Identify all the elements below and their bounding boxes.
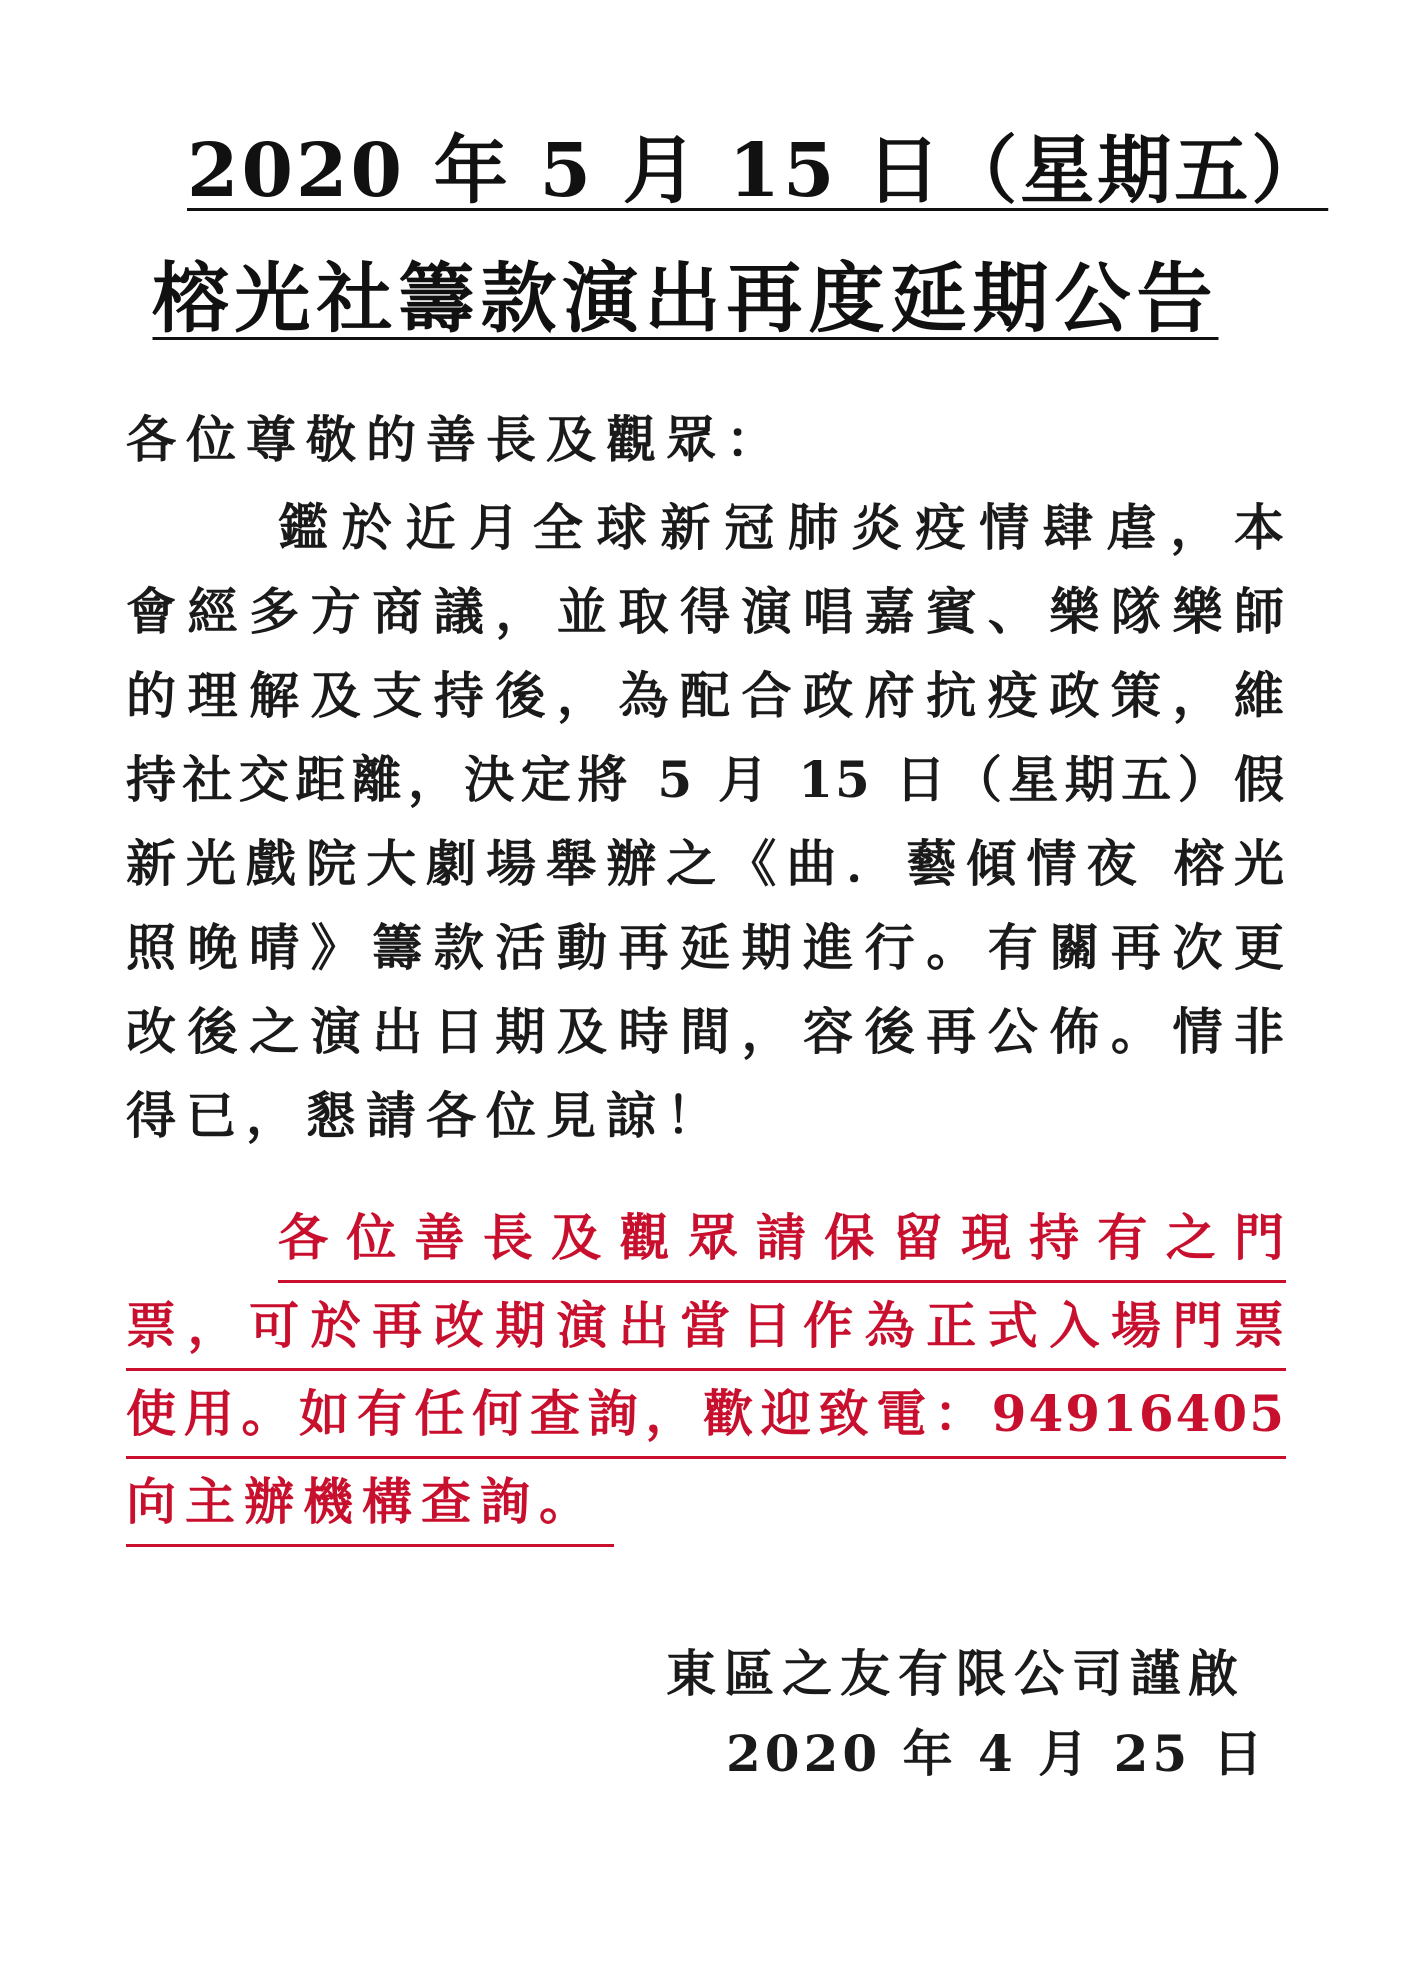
title-heading: 榕光社籌款演出再度延期公告: [152, 254, 1219, 343]
notice-line: 各位善長及觀眾請保留現持有之門: [278, 1198, 1286, 1283]
title-date: 2020 年 5 月 15 日（星期五）: [187, 128, 1329, 214]
body-line: 新光戲院大劇場舉辦之《曲．藝傾情夜 榕光: [126, 834, 1286, 893]
notice-line: 向主辦機構查詢。: [126, 1462, 614, 1547]
body-line: 會經多方商議，並取得演唱嘉賓、樂隊樂師: [126, 582, 1286, 641]
signature: 東區之友有限公司謹啟: [666, 1644, 1246, 1703]
issue-date: 2020 年 4 月 25 日: [726, 1724, 1267, 1783]
body-line: 的理解及支持後，為配合政府抗疫政策，維: [126, 666, 1286, 725]
notice-line: 使用。如有任何查詢，歡迎致電：94916405: [126, 1374, 1286, 1459]
notice-line: 票，可於再改期演出當日作為正式入場門票: [126, 1286, 1286, 1371]
salutation: 各位尊敬的善長及觀眾：: [126, 410, 786, 469]
body-line: 鑑於近月全球新冠肺炎疫情肆虐，本: [278, 498, 1286, 557]
body-line: 改後之演出日期及時間，容後再公佈。情非: [126, 1002, 1286, 1061]
body-line: 持社交距離，決定將 5 月 15 日（星期五）假: [126, 750, 1286, 809]
body-line: 照晚晴》籌款活動再延期進行。有關再次更: [126, 918, 1286, 977]
body-line: 得已，懇請各位見諒！: [126, 1086, 726, 1145]
